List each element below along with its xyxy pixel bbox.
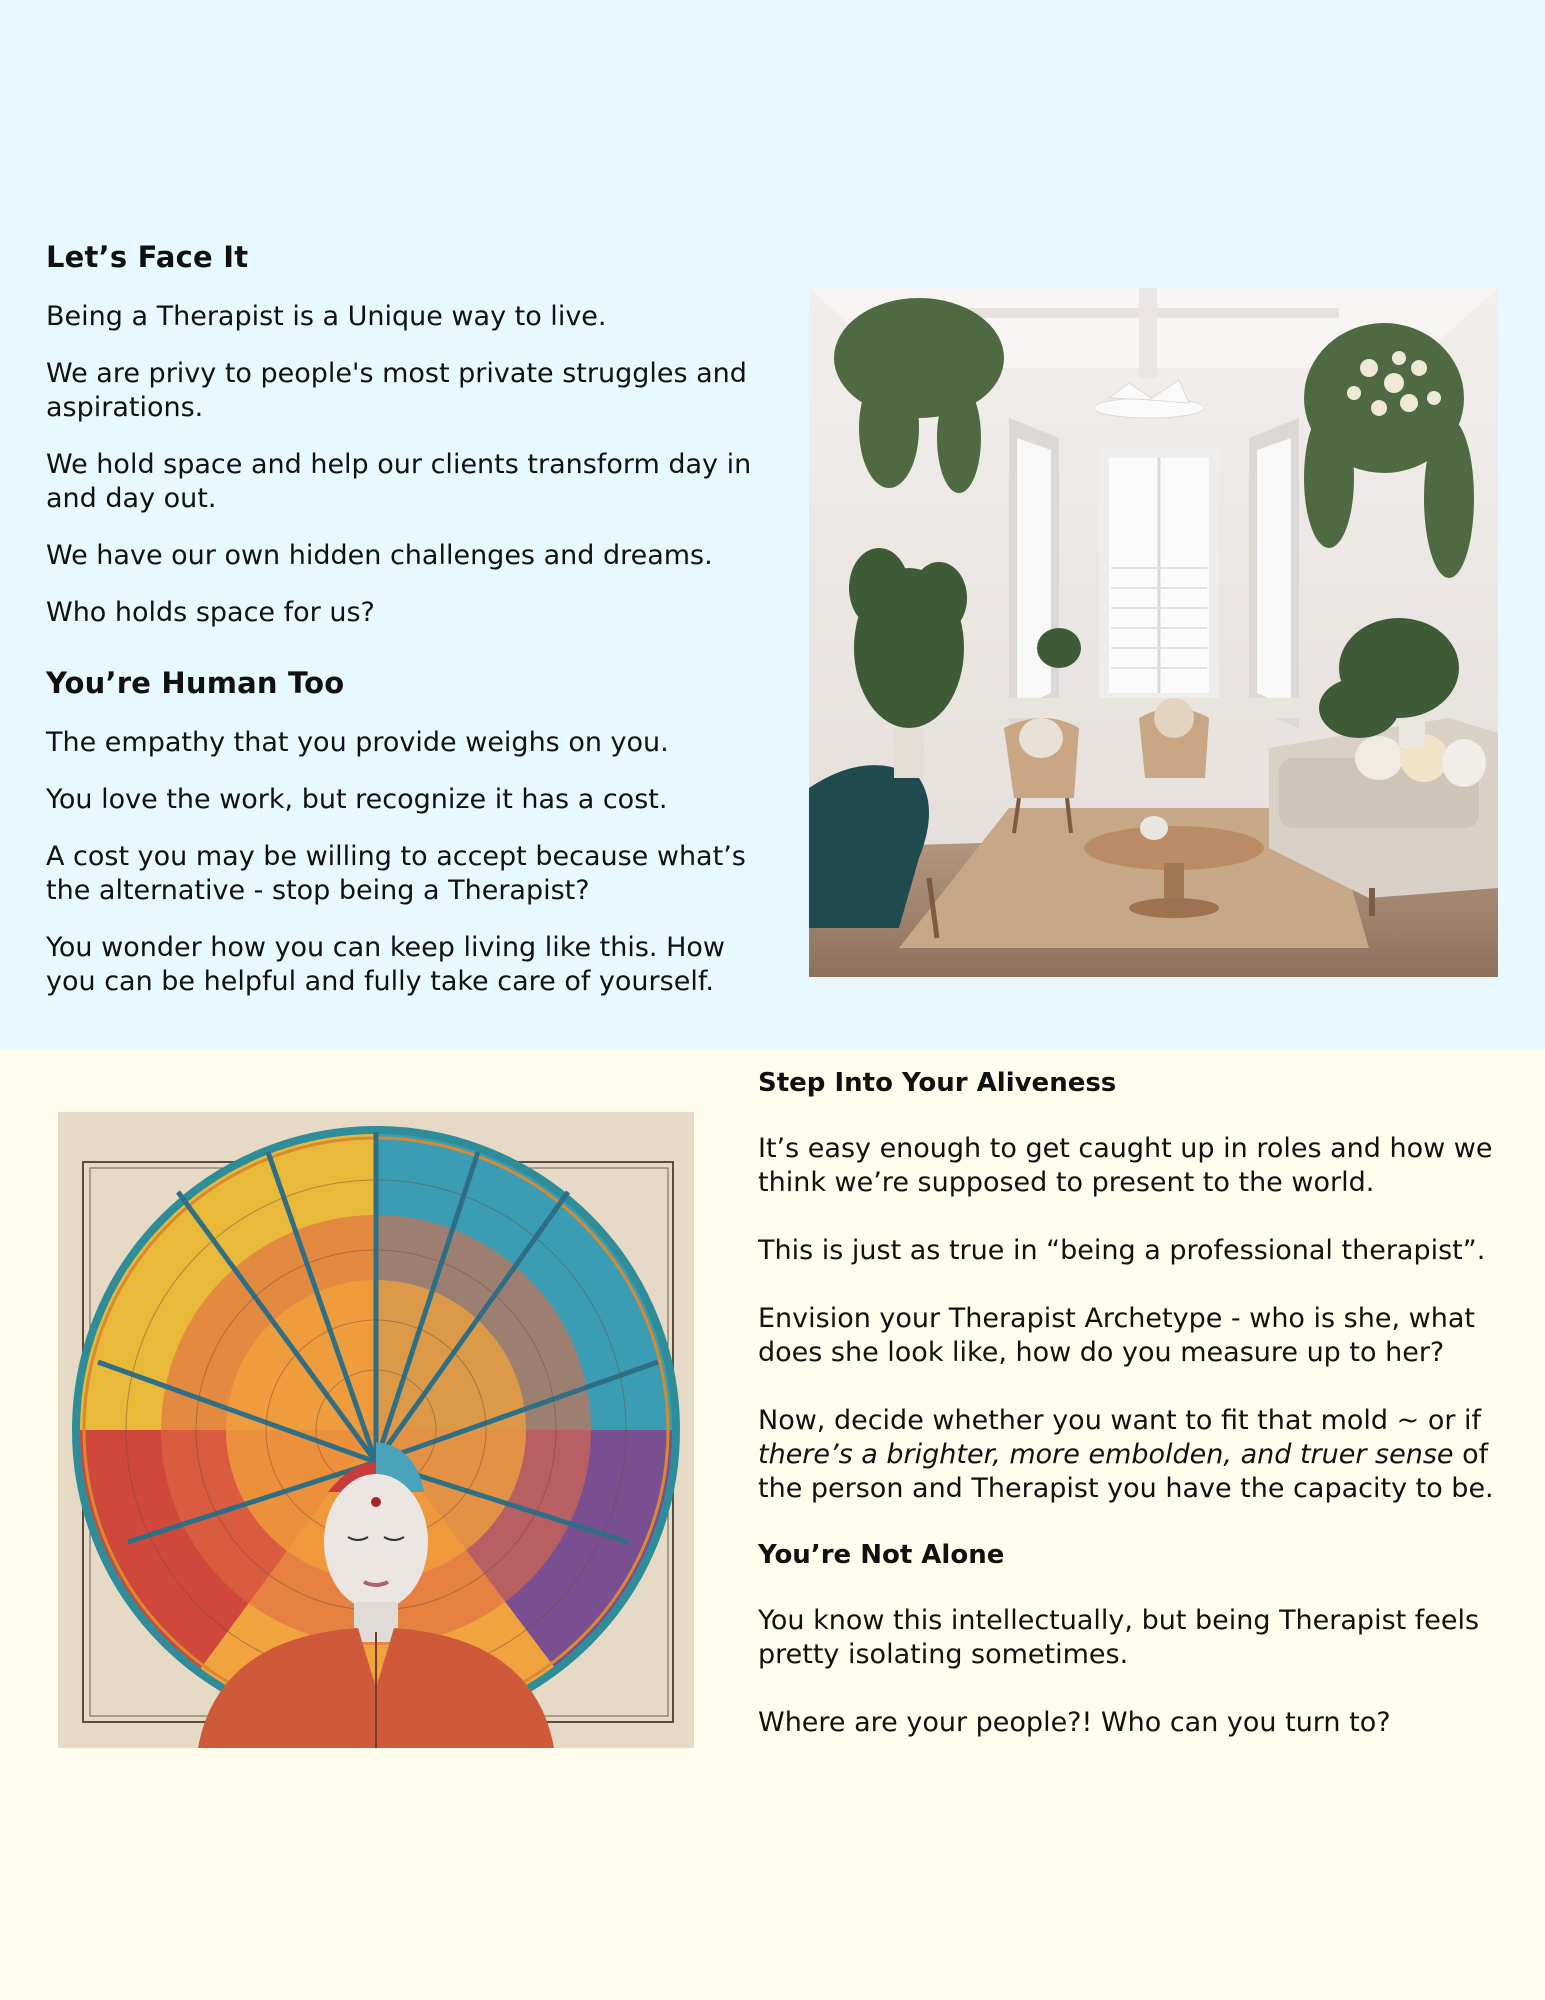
- paragraph: Where are your people?! Who can you turn to?: [758, 1707, 1391, 1738]
- paragraph: You wonder how you can keep living like this. How you can be helpful and fully take care of yourself.: [46, 932, 725, 997]
- paragraph: We have our own hidden challenges and dreams.: [46, 540, 713, 571]
- heading-youre-not-alone: You’re Not Alone: [758, 1540, 1005, 1570]
- paragraph: The empathy that you provide weighs on you.: [46, 727, 669, 758]
- paragraph: We hold space and help our clients transform day in and day out.: [46, 449, 752, 514]
- heading-lets-face-it: Let’s Face It: [46, 240, 249, 274]
- paragraph: [758, 1404, 1518, 1506]
- paragraph: Who holds space for us?: [46, 597, 375, 628]
- paragraph: It’s easy enough to get caught up in roles and how we think we’re supposed to present to the world.: [758, 1133, 1493, 1198]
- heading-step-into-your-aliveness: Step Into Your Aliveness: [758, 1068, 1117, 1098]
- paragraph: You know this intellectually, but being Therapist feels pretty isolating sometimes.: [758, 1605, 1480, 1670]
- emphasized-text: there’s a brighter, more embolden, and truer sense: [758, 1439, 1454, 1470]
- left-text-column: [46, 240, 776, 1022]
- paragraph: A cost you may be willing to accept because what’s the alternative - stop being a Therapist?: [46, 841, 746, 906]
- paragraph-text: of the person and Therapist you have the capacity to be.: [758, 1439, 1494, 1504]
- right-text-column: [758, 1068, 1518, 1774]
- therapist-archetype-image: [58, 1112, 694, 1748]
- paragraph: We are privy to people's most private struggles and aspirations.: [46, 358, 747, 423]
- paragraph: This is just as true in “being a professional therapist”.: [758, 1235, 1486, 1266]
- therapy-room-image: [809, 288, 1498, 977]
- heading-youre-human-too: You’re Human Too: [46, 666, 345, 700]
- paragraph: You love the work, but recognize it has a cost.: [46, 784, 668, 815]
- paragraph: Envision your Therapist Archetype - who is she, what does she look like, how do you measure up to her?: [758, 1303, 1475, 1368]
- paragraph-text: Now, decide whether you want to fit that mold ~ or if: [758, 1405, 1482, 1436]
- paragraph: Being a Therapist is a Unique way to live.: [46, 301, 607, 332]
